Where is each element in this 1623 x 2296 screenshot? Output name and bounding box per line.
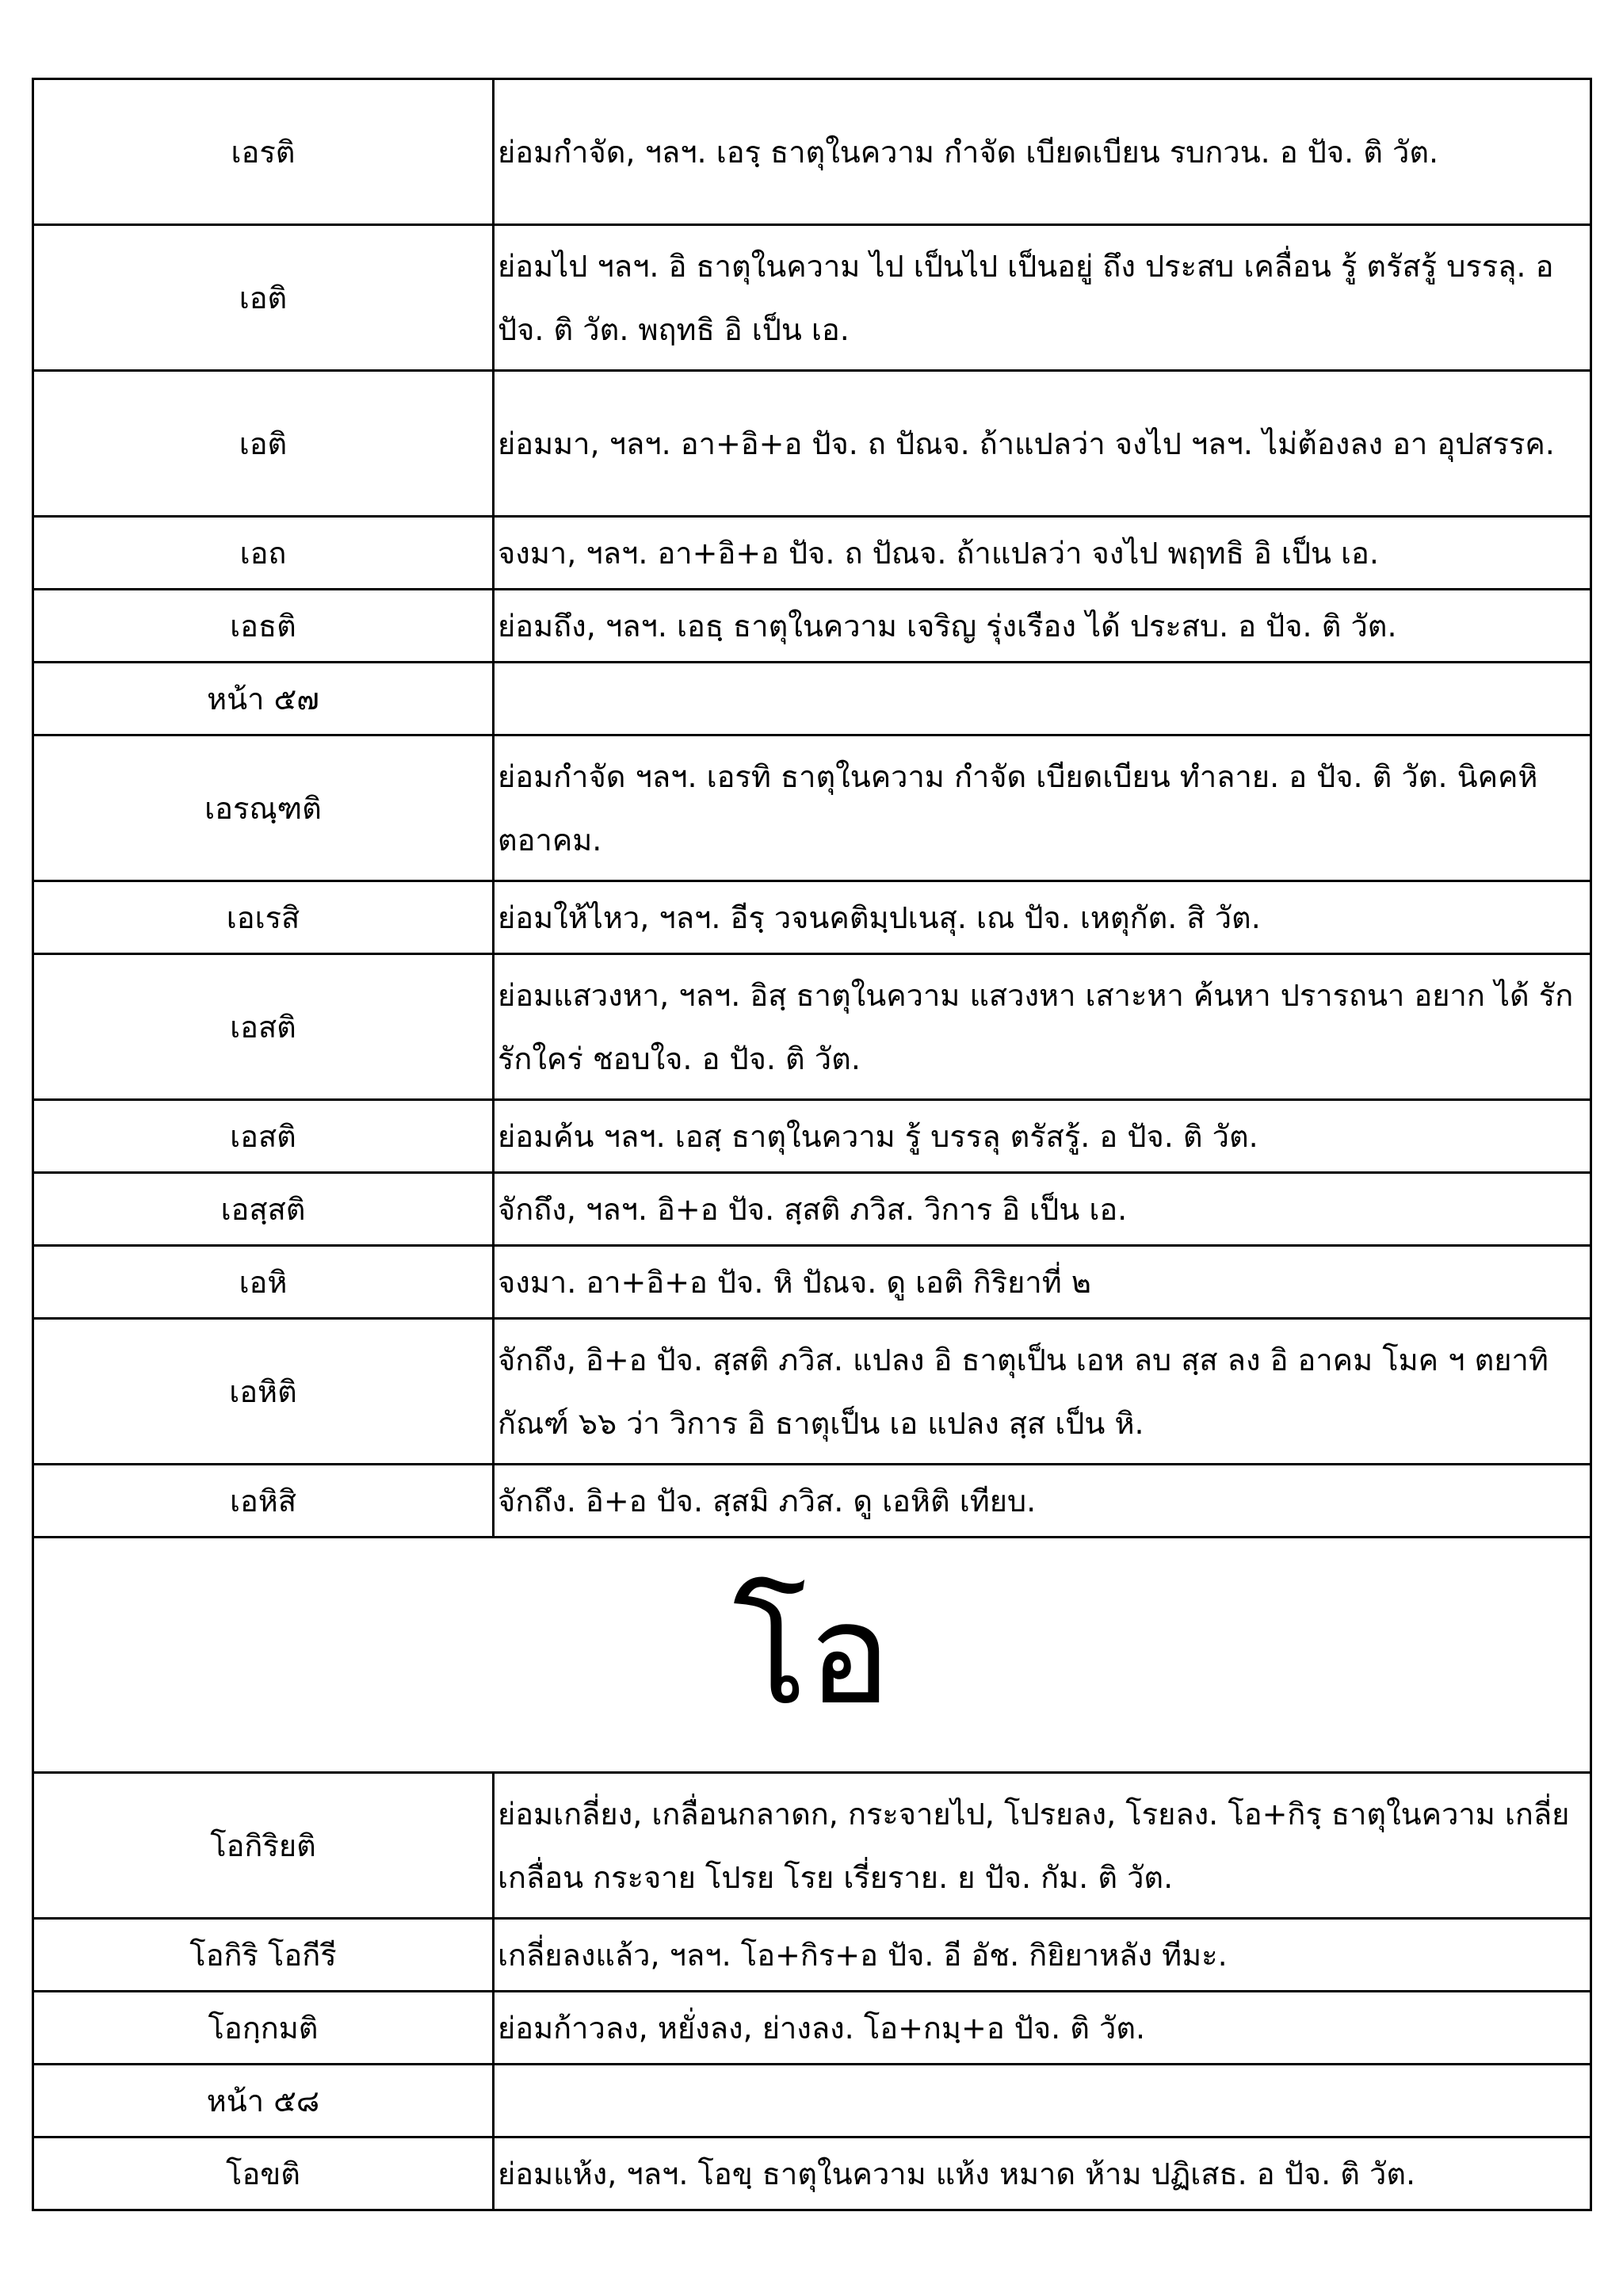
entry-row xyxy=(33,1246,1591,1319)
entry-meaning: ย่อมเกลี่ยง, เกลื่อนกลาดก, กระจายไป, โปรยลง, โรยลง. โอ+กิรฺ ธาตุในความ เกลี่ย เกลื่อน กระจาย โปรย โรย เรี่ยราย. ย ปัจ. กัม. ติ วัต. xyxy=(494,1773,1591,1919)
entry-row xyxy=(33,735,1591,881)
section-letter: โอ xyxy=(33,1538,1591,1773)
entry-word: เอหิ xyxy=(33,1246,494,1319)
entry-word: โอกิริ โอกีรี xyxy=(33,1919,494,1992)
entry-meaning: จงมา, ฯลฯ. อา+อิ+อ ปัจ. ถ ปัณจ. ถ้าแปลว่า จงไป พฤทธิ อิ เป็น เอ. xyxy=(494,517,1591,590)
entry-meaning: เกลี่ยลงแล้ว, ฯลฯ. โอ+กิร+อ ปัจ. อี อัช. กิยิยาหลัง ทีมะ. xyxy=(494,1919,1591,1992)
entry-meaning: จักถึง, ฯลฯ. อิ+อ ปัจ. สฺสติ ภวิส. วิการ อิ เป็น เอ. xyxy=(494,1173,1591,1246)
entry-word: โอขติ xyxy=(33,2137,494,2210)
entry-meaning xyxy=(494,663,1591,735)
entry-row xyxy=(33,517,1591,590)
entry-word: โอกิริยติ xyxy=(33,1773,494,1919)
entry-meaning: ย่อมให้ไหว, ฯลฯ. อีรฺ วจนคติมฺปเนสุ. เณ ปัจ. เหตุกัต. สิ วัต. xyxy=(494,881,1591,954)
entry-row xyxy=(33,79,1591,225)
entry-word: หน้า ๕๘ xyxy=(33,2065,494,2137)
entry-word: เอติ xyxy=(33,371,494,517)
entry-meaning: ย่อมกำจัด, ฯลฯ. เอรฺ ธาตุในความ กำจัด เบียดเบียน รบกวน. อ ปัจ. ติ วัต. xyxy=(494,79,1591,225)
entry-row xyxy=(33,1465,1591,1538)
entry-word: หน้า ๕๗ xyxy=(33,663,494,735)
entry-row xyxy=(33,590,1591,663)
entry-word: เอรติ xyxy=(33,79,494,225)
entry-row xyxy=(33,663,1591,735)
entry-meaning: ย่อมถึง, ฯลฯ. เอธฺ ธาตุในความ เจริญ รุ่งเรือง ได้ ประสบ. อ ปัจ. ติ วัต. xyxy=(494,590,1591,663)
entry-row xyxy=(33,1773,1591,1919)
entry-meaning: ย่อมแสวงหา, ฯลฯ. อิสฺ ธาตุในความ แสวงหา เสาะหา ค้นหา ปรารถนา อยาก ได้ รัก รักใคร่ ชอบใจ. อ ปัจ. ติ วัต. xyxy=(494,954,1591,1100)
entry-row xyxy=(33,1319,1591,1465)
dictionary-table xyxy=(32,78,1592,2211)
entry-word: เอสติ xyxy=(33,1100,494,1173)
entry-word: เอถ xyxy=(33,517,494,590)
entry-word: เอธติ xyxy=(33,590,494,663)
entry-meaning: ย่อมค้น ฯลฯ. เอสฺ ธาตุในความ รู้ บรรลุ ตรัสรู้. อ ปัจ. ติ วัต. xyxy=(494,1100,1591,1173)
entry-word: เอสฺสติ xyxy=(33,1173,494,1246)
entry-row xyxy=(33,1173,1591,1246)
entry-meaning xyxy=(494,2065,1591,2137)
entry-word: เอหิติ xyxy=(33,1319,494,1465)
entry-meaning: จักถึง, อิ+อ ปัจ. สฺสติ ภวิส. แปลง อิ ธาตุเป็น เอห ลบ สฺส ลง อิ อาคม โมค ฯ ตยาทิกัณฑ์ ๖๖ ว่า วิการ อิ ธาตุเป็น เอ แปลง สฺส เป็น หิ. xyxy=(494,1319,1591,1465)
entry-meaning: จักถึง. อิ+อ ปัจ. สฺสมิ ภวิส. ดู เอหิติ เทียบ. xyxy=(494,1465,1591,1538)
section-header-row xyxy=(33,1538,1591,1773)
entry-meaning: ย่อมแห้ง, ฯลฯ. โอขฺ ธาตุในความ แห้ง หมาด ห้าม ปฏิเสธ. อ ปัจ. ติ วัต. xyxy=(494,2137,1591,2210)
entry-meaning: ย่อมไป ฯลฯ. อิ ธาตุในความ ไป เป็นไป เป็นอยู่ ถึง ประสบ เคลื่อน รู้ ตรัสรู้ บรรลุ. อ ปัจ. ติ วัต. พฤทธิ อิ เป็น เอ. xyxy=(494,225,1591,371)
entry-meaning: จงมา. อา+อิ+อ ปัจ. หิ ปัณจ. ดู เอติ กิริยาที่ ๒ xyxy=(494,1246,1591,1319)
entry-meaning: ย่อมมา, ฯลฯ. อา+อิ+อ ปัจ. ถ ปัณจ. ถ้าแปลว่า จงไป ฯลฯ. ไม่ต้องลง อา อุปสรรค. xyxy=(494,371,1591,517)
entry-row xyxy=(33,371,1591,517)
entry-word: เอเรสิ xyxy=(33,881,494,954)
entry-word: โอกฺกมติ xyxy=(33,1992,494,2065)
entry-word: เอหิสิ xyxy=(33,1465,494,1538)
entry-row xyxy=(33,1992,1591,2065)
entry-meaning: ย่อมก้าวลง, หยั่งลง, ย่างลง. โอ+กมฺ+อ ปัจ. ติ วัต. xyxy=(494,1992,1591,2065)
entry-row xyxy=(33,1919,1591,1992)
entry-word: เอติ xyxy=(33,225,494,371)
entry-word: เอรณฺฑติ xyxy=(33,735,494,881)
entry-row xyxy=(33,2137,1591,2210)
entry-word: เอสติ xyxy=(33,954,494,1100)
entry-row xyxy=(33,954,1591,1100)
entry-meaning: ย่อมกำจัด ฯลฯ. เอรทิ ธาตุในความ กำจัด เบียดเบียน ทำลาย. อ ปัจ. ติ วัต. นิคคหิตอาคม. xyxy=(494,735,1591,881)
entry-row xyxy=(33,881,1591,954)
entry-row xyxy=(33,225,1591,371)
entry-row xyxy=(33,2065,1591,2137)
dictionary-page xyxy=(32,78,1592,2211)
dictionary-table-body xyxy=(33,79,1591,2210)
entry-row xyxy=(33,1100,1591,1173)
